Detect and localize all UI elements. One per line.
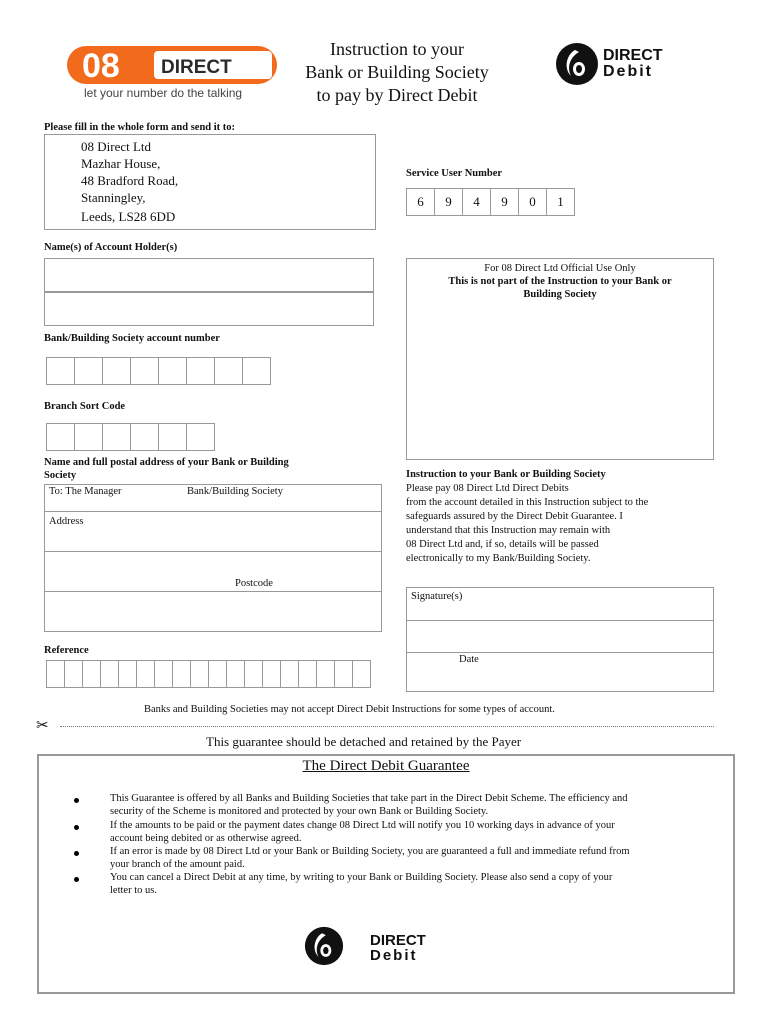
bullet-icon (74, 851, 79, 856)
sort-code-cell[interactable] (46, 423, 75, 451)
sort-code-cell[interactable] (130, 423, 159, 451)
service-user-number (406, 188, 575, 216)
title-line-3: to pay by Direct Debit (316, 85, 478, 105)
send-to-line-4: Stanningley, (81, 190, 146, 205)
signature-label: Signature(s) (411, 591, 463, 602)
date-label: Date (459, 654, 479, 665)
reference-cell[interactable] (244, 660, 263, 688)
reference-cell[interactable] (352, 660, 371, 688)
direct-debit-logo-bottom-icon (304, 926, 344, 966)
official-use-line-2: This is not part of the Instruction to your Bank or (448, 276, 672, 287)
sort-code-cells (46, 423, 215, 451)
to-manager-label: To: The Manager (49, 486, 122, 497)
bullet-icon (74, 825, 79, 830)
scissors-icon: ✂ (36, 718, 49, 734)
account-number-label: Bank/Building Society account number (44, 333, 220, 344)
title-line-2: Bank or Building Society (305, 62, 489, 82)
service-user-number-label: Service User Number (406, 168, 503, 179)
send-to-line-3: 48 Bradford Road, (81, 173, 179, 188)
official-use-line-3: Building Society (523, 289, 597, 300)
bank-address-box[interactable] (44, 484, 382, 632)
account-number-cell[interactable] (214, 357, 243, 385)
sort-code-cell[interactable] (102, 423, 131, 451)
sort-code-cell[interactable] (158, 423, 187, 451)
cut-line (60, 726, 714, 727)
reference-cell[interactable] (64, 660, 83, 688)
guarantee-title: The Direct Debit Guarantee (302, 758, 470, 774)
reference-cell[interactable] (226, 660, 245, 688)
reference-cell[interactable] (334, 660, 353, 688)
detach-note: This guarantee should be detached and retained by the Payer (206, 734, 522, 749)
reference-cell[interactable] (172, 660, 191, 688)
direct-debit-logo-word1: DIRECT (603, 47, 663, 64)
bullet-icon (74, 798, 79, 803)
send-to-label: Please fill in the whole form and send it to: (44, 122, 236, 133)
account-holder-field-1[interactable] (44, 258, 374, 292)
direct-debit-logo-icon (555, 42, 599, 86)
reference-label: Reference (44, 645, 89, 656)
direct-debit-logo-bottom-word1: DIRECT (370, 932, 426, 949)
guarantee-bullet (70, 871, 630, 897)
logo-tagline: let your number do the talking (84, 86, 243, 100)
bank-address-label (44, 456, 364, 482)
instruction-text (406, 468, 716, 566)
account-number-cell[interactable] (102, 357, 131, 385)
account-notice: Banks and Building Societies may not accept Direct Debit Instructions for some types of account. (144, 704, 555, 715)
reference-cell[interactable] (46, 660, 65, 688)
account-number-cell[interactable] (158, 357, 187, 385)
account-number-cell[interactable] (130, 357, 159, 385)
account-number-cell[interactable] (242, 357, 271, 385)
guarantee-bullet (70, 819, 630, 845)
reference-cell[interactable] (298, 660, 317, 688)
reference-cell[interactable] (100, 660, 119, 688)
official-use-line-1: For 08 Direct Ltd Official Use Only (484, 263, 636, 274)
service-user-digit: 9 (490, 188, 519, 216)
guarantee-list (70, 792, 630, 897)
instruction-heading: Instruction to your Bank or Building Society (406, 469, 606, 480)
guarantee-bullet-text: If the amounts to be paid or the payment dates change 08 Direct Ltd will notify you 10 working days in advance of your account being debited or as otherwise agreed. (110, 820, 615, 844)
guarantee-bullet-text: If an error is made by 08 Direct Ltd or your Bank or Building Society, you are guaranteed a full and immediate refund from your branch of the amount paid. (110, 846, 630, 870)
reference-cell[interactable] (208, 660, 227, 688)
reference-cell[interactable] (262, 660, 281, 688)
signature-box[interactable] (406, 587, 714, 692)
bank-address-label-line-1: Name and full postal address of your Bank or Building (44, 457, 289, 468)
instruction-line: 08 Direct Ltd and, if so, details will be passed (406, 539, 599, 550)
reference-cell[interactable] (190, 660, 209, 688)
instruction-line: safeguards assured by the Direct Debit Guarantee. I (406, 511, 623, 522)
guarantee-bullet (70, 845, 630, 871)
08-direct-logo-graphic (66, 44, 278, 86)
reference-cell[interactable] (118, 660, 137, 688)
title-line-1: Instruction to your (330, 39, 464, 59)
address-label: Address (49, 516, 84, 527)
bank-address-label-line-2: Society (44, 470, 77, 481)
bank-society-label: Bank/Building Society (187, 486, 283, 497)
reference-cell[interactable] (280, 660, 299, 688)
logo-08-text: 08 (82, 47, 120, 85)
sort-code-cell[interactable] (186, 423, 215, 451)
account-number-cells (46, 357, 271, 385)
send-to-line-5: Leeds, LS28 6DD (81, 209, 176, 224)
reference-cell[interactable] (154, 660, 173, 688)
guarantee-bullet (70, 792, 630, 818)
service-user-digit: 4 (462, 188, 491, 216)
bullet-icon (74, 877, 79, 882)
08-direct-logo (66, 44, 278, 86)
instruction-line: from the account detailed in this Instruction subject to the (406, 497, 649, 508)
instruction-line: understand that this Instruction may remain with (406, 525, 611, 536)
page-title (282, 38, 512, 107)
sort-code-cell[interactable] (74, 423, 103, 451)
reference-cell[interactable] (136, 660, 155, 688)
service-user-digit: 0 (518, 188, 547, 216)
logo-direct-text: DIRECT (161, 57, 232, 78)
account-number-cell[interactable] (74, 357, 103, 385)
service-user-digit: 6 (406, 188, 435, 216)
direct-debit-logo-word2: Debit (603, 63, 653, 80)
direct-debit-logo-bottom-word2: Debit (370, 947, 418, 964)
official-use-box (406, 258, 714, 460)
reference-cell[interactable] (316, 660, 335, 688)
account-number-cell[interactable] (46, 357, 75, 385)
send-to-address-box (44, 134, 376, 230)
reference-cell[interactable] (82, 660, 101, 688)
service-user-digit: 1 (546, 188, 575, 216)
sort-code-label: Branch Sort Code (44, 401, 126, 412)
guarantee-bullet-text: This Guarantee is offered by all Banks and Building Societies that take part in the Direct Debit Scheme. The efficiency and security of the Scheme is monitored and protected by your own Bank or Building Society. (110, 793, 628, 817)
instruction-line: Please pay 08 Direct Ltd Direct Debits (406, 483, 569, 494)
send-to-line-1: 08 Direct Ltd (81, 139, 152, 154)
send-to-line-2: Mazhar House, (81, 156, 161, 171)
reference-cells (46, 660, 371, 688)
postcode-label: Postcode (235, 578, 273, 589)
account-holder-label: Name(s) of Account Holder(s) (44, 242, 178, 253)
guarantee-bullet-text: You can cancel a Direct Debit at any time, by writing to your Bank or Building Society. Please also send a copy of your letter to us. (110, 872, 613, 896)
service-user-digit: 9 (434, 188, 463, 216)
instruction-line: electronically to my Bank/Building Society. (406, 553, 591, 564)
account-holder-field-2[interactable] (44, 292, 374, 326)
account-number-cell[interactable] (186, 357, 215, 385)
